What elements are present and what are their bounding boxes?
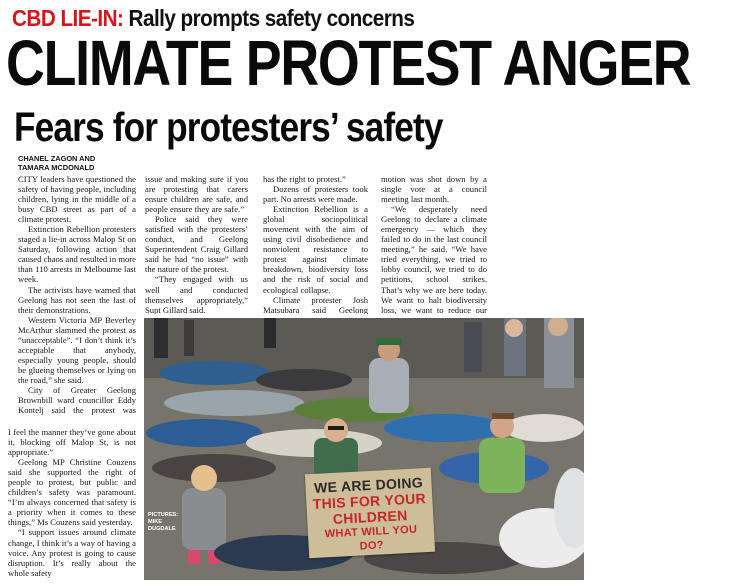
article-paragraph: Climate protester Josh Matsubara said Geelong <box>263 294 368 314</box>
article-paragraph: Extinction Rebellion protesters staged a lie-in across Malop St on Saturday, following action that caused chaos and resulted in more than 110 arrests in Melbourne last week. <box>18 224 136 285</box>
article-paragraph: Geelong MP Christine Couzens said she supported the right of people to protest, but public and children’s safety was paramount. “I’m always concerned that safety is a priority when it comes to these things,” Ms Couzens said yesterday. <box>8 457 136 528</box>
sign-line-3: CHILDREN <box>332 507 408 527</box>
sub-headline: Fears for protesters’ safety <box>14 104 443 150</box>
protest-photo <box>144 318 584 580</box>
photo-credit-label: PICTURES: <box>148 512 179 518</box>
sign-line-4: WHAT WILL YOU DO? <box>324 523 418 553</box>
article-paragraph: issue and making sure if you are protesting that carers ensure children are safe, and people ensure they are safe.” <box>145 174 248 215</box>
photo-credit-name-2: DUGDALE <box>148 526 176 532</box>
photo-credit <box>148 512 188 533</box>
article-paragraph: I feel the manner they’ve gone about it, blocking off Malop St, is not appropriate.” <box>8 427 136 458</box>
protest-sign <box>305 468 435 558</box>
article-column-3 <box>263 174 368 314</box>
sign-line-2: THIS FOR YOUR <box>312 490 427 512</box>
article-paragraph: “They engaged with us well and conducted themselves appropriately,” Supt Gillard said. <box>145 274 248 314</box>
article-column-2 <box>145 174 248 314</box>
kicker-lead: CBD LIE-IN: <box>12 5 124 31</box>
article-paragraph: motion was shot down by a single vote at a council meeting last month. <box>381 174 487 205</box>
headline: CLIMATE PROTEST ANGER <box>6 27 691 99</box>
article-paragraph: CITY leaders have questioned the safety of having people, including children, lying in the middle of a busy CBD street as part of a climate protest. <box>18 174 136 225</box>
article-column-4 <box>381 174 487 314</box>
kicker-text: Rally prompts safety concerns <box>123 5 415 31</box>
article-paragraph: City of Greater Geelong Brownbill ward councillor Eddy Kontelj said the protest was <box>18 384 136 416</box>
byline-author-2: TAMARA MCDONALD <box>18 163 95 172</box>
article-paragraph: Dozens of protesters took part. No arrests were made. <box>263 184 368 205</box>
article-paragraph: The activists have warned that Geelong has not seen the last of their demonstrations. <box>18 284 136 315</box>
photo-credit-name-1: MIKE <box>148 519 162 525</box>
article-column-1-continued <box>8 427 136 579</box>
article-paragraph: Extinction Rebellion is a global sociopolitical movement with the aim of using civil disobedience and nonviolent resistance to protest against climate breakdown, biodiversity loss and the risk of social and ecological collapse. <box>263 204 368 295</box>
article-column-1 <box>18 174 136 416</box>
article-paragraph: “We desperately need Geelong to declare a climate emergency — which they failed to do in the last council meeting,” he said. “We have tried everything, we tried to lobby council, we tried to do petitions, school strikes. That’s why we are here today. We want to halt biodiversity loss, we want to reduce our <box>381 204 487 314</box>
byline-author-1: CHANEL ZAGON AND <box>18 154 96 163</box>
article-paragraph: Western Victoria MP Beverley McArthur slammed the protest as “unacceptable”. “I don’t think it’s acceptable that anybody, especially young people, should be glueing themselves or lying on the road,” she said. <box>18 314 136 385</box>
article-paragraph: has the right to protest.” <box>263 174 346 184</box>
sign-line-1: WE ARE DOING <box>313 474 424 496</box>
article-paragraph: Police said they were satisfied with the protesters’ conduct, and Geelong Superintendent Craig Gillard said he had “no issue” with the nature of the protest. <box>145 214 248 275</box>
article-paragraph: “I support issues around climate change, I think it’s a way of having a voice. Any protest is going to cause disruption. It’s really about the whole safety <box>8 527 136 578</box>
byline <box>18 154 138 172</box>
